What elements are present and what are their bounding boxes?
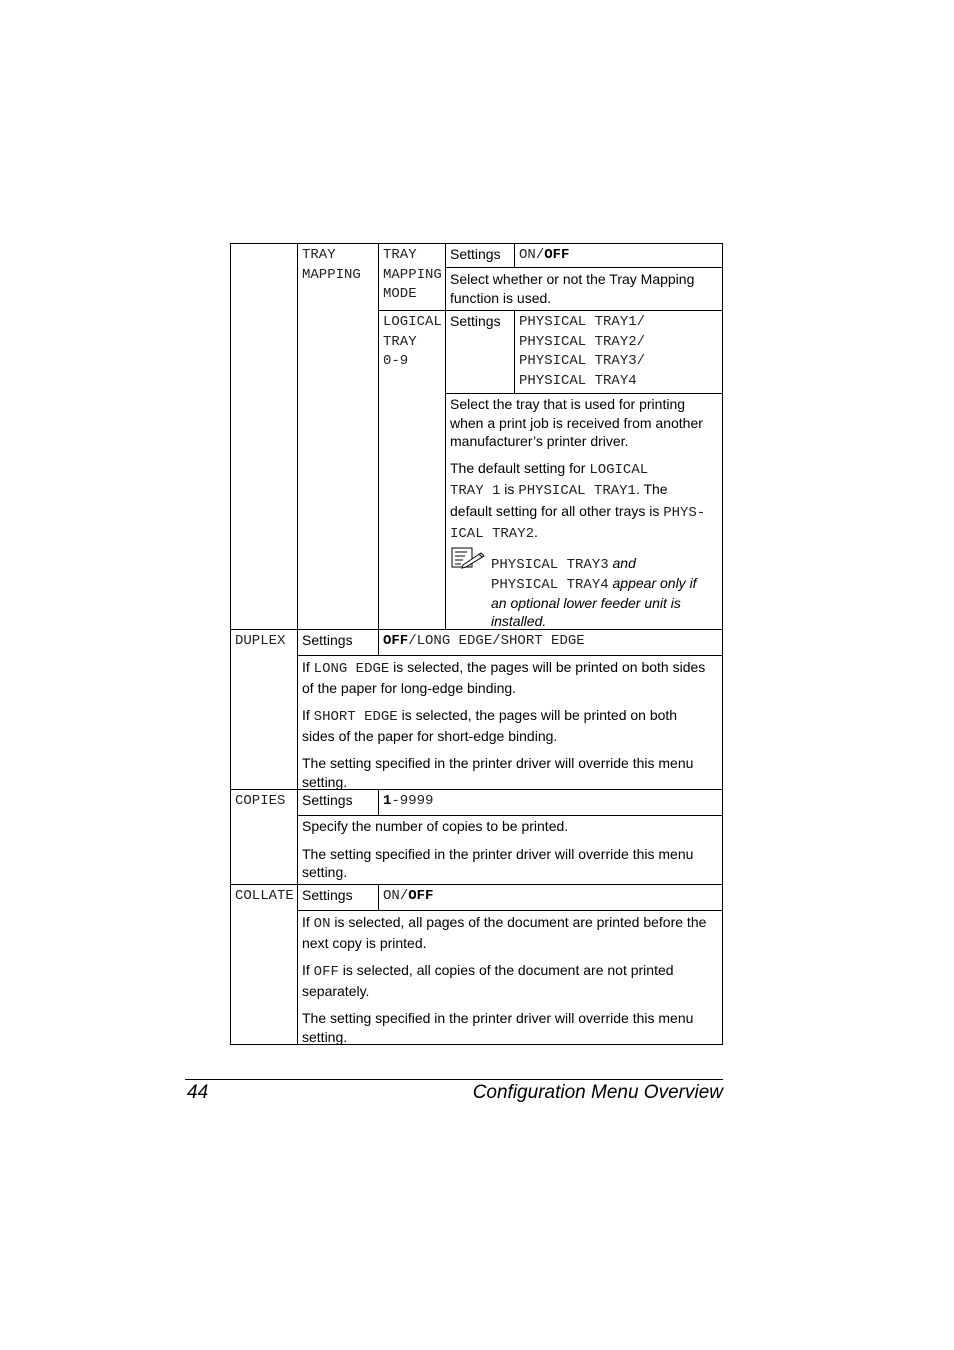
page-number: 44 (187, 1082, 209, 1103)
footer-rule (185, 1079, 723, 1080)
settings-label: Settings (450, 313, 501, 329)
duplex-description: If LONG EDGE is selected, the pages will be printed on both sides of the paper for long-edge binding. If SHORT EDGE is selected, the pages will be printed on both sides of the paper for short-edge binding. The setting specified in the printer driver will override this menu setting. (302, 659, 706, 790)
menu-collate: COLLATE (235, 888, 294, 904)
mode-values: ON/OFF (519, 247, 570, 263)
collate-description: If ON is selected, all pages of the document are printed before the next copy is printed. If OFF is selected, all copies of the document are not printed separately. The setting specified in the printer driver will override this menu setting. (302, 914, 707, 1045)
collate-values: ON/OFF (383, 888, 434, 904)
settings-label: Settings (302, 632, 353, 648)
page-title: Configuration Menu Overview (472, 1082, 723, 1103)
menu-copies: COPIES (235, 793, 286, 809)
settings-label: Settings (302, 792, 353, 808)
item-logical-tray: LOGICAL TRAY 0-9 (383, 314, 442, 369)
menu-duplex: DUPLEX (235, 633, 286, 649)
copies-values: 1-9999 (383, 793, 434, 809)
settings-label: Settings (302, 887, 353, 903)
item-tray-mapping-mode: TRAY MAPPING MODE (383, 247, 442, 302)
logical-tray-default-text: The default setting for LOGICAL TRAY 1 is PHYSICAL TRAY1. The default setting for all other trays is PHYS- ICAL TRAY2. (450, 460, 706, 542)
settings-label: Settings (450, 246, 501, 262)
duplex-values: OFF/LONG EDGE/SHORT EDGE (383, 633, 585, 649)
copies-description: Specify the number of copies to be printed. The setting specified in the printer driver will override this menu setting. (302, 818, 694, 880)
menu-tray-mapping: TRAY MAPPING (302, 247, 361, 283)
logical-tray-values: PHYSICAL TRAY1/ PHYSICAL TRAY2/ PHYSICAL TRAY3/ PHYSICAL TRAY4 (519, 314, 646, 389)
note-text: PHYSICAL TRAY3 and PHYSICAL TRAY4 appear only if an optional lower feeder unit is installed. (491, 555, 697, 629)
mode-description: Select whether or not the Tray Mapping function is used. (450, 271, 695, 306)
logical-tray-description: Select the tray that is used for printing when a print job is received from another manufacturer’s printer driver. (450, 396, 703, 449)
note-pencil-icon (451, 547, 485, 569)
